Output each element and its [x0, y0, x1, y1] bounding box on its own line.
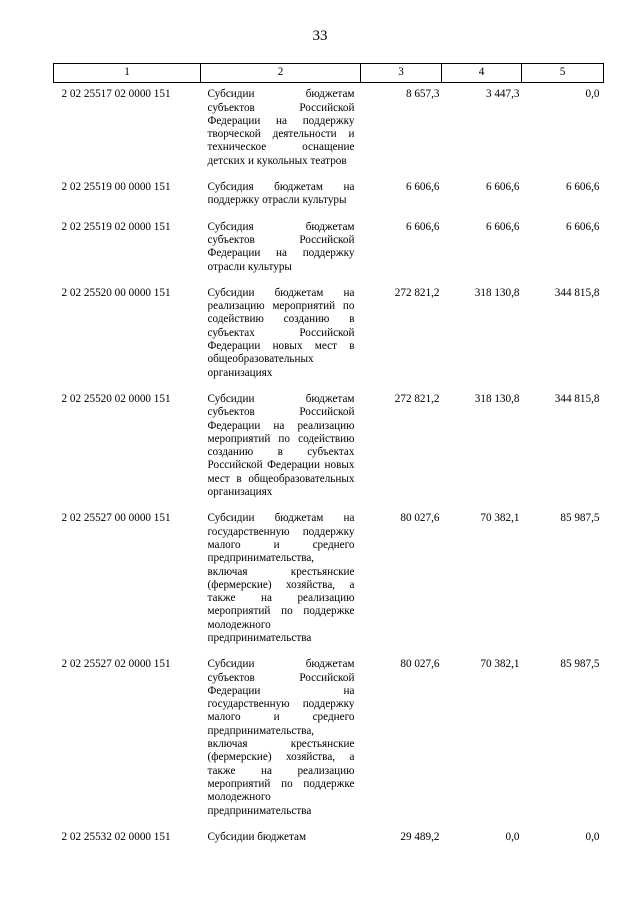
page-number: 33 [312, 28, 328, 44]
item-description: Субсидии бюджетам субъектов Российской Федерации на реализацию мероприятий по содействию созданию в субъектах Российской Федерации новых мест в общеобразовательных организациях [207, 392, 355, 499]
item-description: Субсидии бюджетам на государственную поддержку малого и среднего предпринимательства, включая крестьянские (фермерские) хозяйства, а также на реализацию мероприятий по поддержке молодежного предпринимательства [207, 512, 355, 644]
item-description: Субсидии бюджетам на реализацию мероприятий по содействию созданию в субъектах Российской Федерации новых мест в общеобразовательных организациях [207, 286, 355, 379]
item-description: Субсидия бюджетам субъектов Российской Федерации на поддержку отрасли культуры [207, 220, 355, 273]
column-header-5: 5 [522, 64, 604, 83]
value-col3: 6 606,6 [405, 220, 440, 233]
budget-code: 2 02 25520 02 0000 151 [61, 392, 171, 405]
value-col3: 80 027,6 [400, 512, 440, 525]
table-row [54, 83, 604, 176]
item-description: Субсидии бюджетам [207, 830, 307, 843]
table-row [54, 653, 604, 826]
budget-table [53, 63, 604, 852]
value-col5: 6 606,6 [565, 220, 600, 233]
value-col4: 3 447,3 [485, 88, 520, 101]
budget-code: 2 02 25519 00 0000 151 [61, 181, 171, 194]
value-col3: 80 027,6 [400, 658, 440, 671]
item-description: Субсидия бюджетам на поддержку отрасли культуры [207, 181, 355, 207]
value-col4: 70 382,1 [480, 512, 520, 525]
value-col4: 6 606,6 [485, 220, 520, 233]
value-col3: 29 489,2 [400, 830, 440, 843]
value-col4: 6 606,6 [485, 181, 520, 194]
table-row [54, 507, 604, 653]
budget-code: 2 02 25527 00 0000 151 [61, 512, 171, 525]
value-col5: 6 606,6 [565, 181, 600, 194]
value-col4: 0,0 [505, 830, 520, 843]
value-col3: 272 821,2 [394, 286, 440, 299]
value-col5: 344 815,8 [554, 392, 600, 405]
value-col3: 272 821,2 [394, 392, 440, 405]
table-row [54, 176, 604, 216]
table-row [54, 216, 604, 282]
table-row [54, 826, 604, 852]
budget-code: 2 02 25519 02 0000 151 [61, 220, 171, 233]
value-col5: 85 987,5 [560, 658, 600, 671]
value-col4: 70 382,1 [480, 658, 520, 671]
value-col5: 0,0 [585, 88, 600, 101]
value-col3: 6 606,6 [405, 181, 440, 194]
budget-code: 2 02 25532 02 0000 151 [61, 830, 171, 843]
value-col3: 8 657,3 [405, 88, 440, 101]
header-row [54, 64, 604, 83]
value-col5: 85 987,5 [560, 512, 600, 525]
value-col4: 318 130,8 [474, 286, 520, 299]
item-description: Субсидии бюджетам субъектов Российской Федерации на государственную поддержку малого и среднего предпринимательства, включая крестьянские (фермерские) хозяйства, а также на реализацию мероприятий по поддержке молодежного предпринимательства [207, 658, 355, 817]
column-header-4: 4 [442, 64, 522, 83]
column-header-3: 3 [361, 64, 442, 83]
item-description: Субсидии бюджетам субъектов Российской Федерации на поддержку творческой деятельности и техническое оснащение детских и кукольных театров [207, 88, 355, 167]
value-col5: 344 815,8 [554, 286, 600, 299]
value-col4: 318 130,8 [474, 392, 520, 405]
budget-code: 2 02 25520 00 0000 151 [61, 286, 171, 299]
table-row [54, 388, 604, 507]
budget-code: 2 02 25527 02 0000 151 [61, 658, 171, 671]
column-header-2: 2 [201, 64, 361, 83]
column-header-1: 1 [54, 64, 201, 83]
value-col5: 0,0 [585, 830, 600, 843]
table-row [54, 282, 604, 388]
budget-code: 2 02 25517 02 0000 151 [61, 88, 171, 101]
